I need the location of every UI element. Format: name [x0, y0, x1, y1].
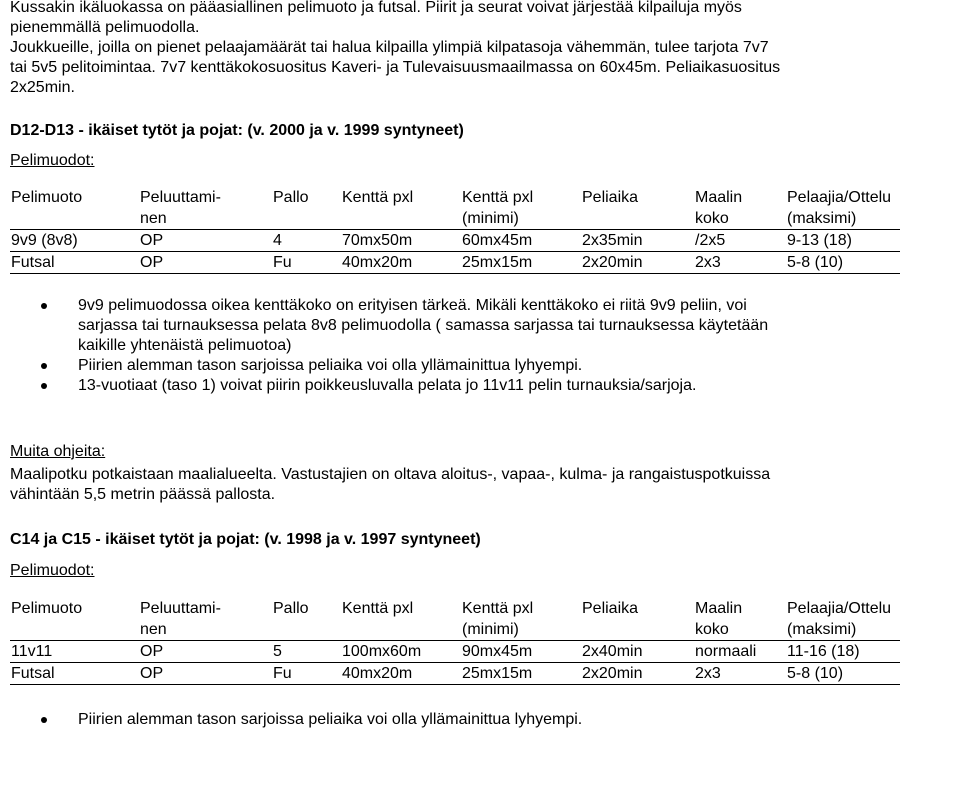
table-header-cell: Peluuttami- nen	[140, 189, 221, 227]
table-cell: 2x40min	[581, 641, 694, 663]
table-header-row	[10, 187, 900, 230]
table-cell: 5-8 (10)	[786, 663, 900, 685]
table-cell: 2x20min	[581, 252, 694, 274]
table-cell: 70mx50m	[341, 230, 461, 252]
table-cell: 2x3	[694, 252, 786, 274]
table-cell: 100mx60m	[341, 641, 461, 663]
table-cell: 11v11	[10, 641, 139, 663]
pelimuodot-table-d	[10, 187, 900, 274]
paragraph-line: Maalipotku potkaistaan maalialueelta. Vastustajien on oltava aloitus-, vapaa-, kulma- ja rangaistuspotkuissa	[10, 466, 771, 483]
notes-list-d	[10, 296, 955, 396]
table-cell: OP	[139, 230, 272, 252]
table-cell: 2x20min	[581, 663, 694, 685]
table-header-cell: Peliaika	[582, 189, 639, 206]
table-header-cell: Maalin koko	[695, 189, 743, 227]
intro-paragraph	[10, 0, 955, 98]
pelimuodot-table-c	[10, 598, 900, 685]
table-cell: /2x5	[694, 230, 786, 252]
table-cell: OP	[139, 663, 272, 685]
table-cell: Fu	[272, 252, 341, 274]
table-cell: 2x35min	[581, 230, 694, 252]
table-cell: 90mx45m	[461, 641, 581, 663]
table-cell: 9-13 (18)	[786, 230, 900, 252]
table-cell: 25mx15m	[461, 663, 581, 685]
notes-list-c	[10, 710, 955, 730]
muita-ohjeita-text	[10, 465, 955, 505]
table-cell: 40mx20m	[341, 663, 461, 685]
muita-ohjeita-subheading: Muita ohjeita:	[10, 443, 106, 460]
intro-line: pienemmällä pelimuodolla.	[10, 19, 200, 36]
table-header-cell: Pelimuoto	[11, 189, 83, 206]
intro-line: 2x25min.	[10, 79, 75, 96]
table-header-row	[10, 598, 900, 641]
table-cell: 2x3	[694, 663, 786, 685]
intro-line: Joukkueille, joilla on pienet pelaajamäärät tai halua kilpailla ylimpiä kilpatasoja vähemmän, tulee tarjota 7v7	[10, 39, 769, 56]
document-page	[10, 0, 955, 730]
table-cell: 40mx20m	[341, 252, 461, 274]
table-row	[10, 663, 900, 685]
table-header-cell: Pelaajia/Ottelu (maksimi)	[787, 600, 892, 638]
table-header-cell: Kenttä pxl (minimi)	[462, 189, 534, 227]
table-cell: normaali	[694, 641, 786, 663]
paragraph-line: vähintään 5,5 metrin päässä pallosta.	[10, 486, 276, 503]
pelimuodot-subheading: Pelimuodot:	[10, 152, 95, 169]
list-item: Piirien alemman tason sarjoissa peliaika voi olla yllämainittua lyhyempi.	[10, 356, 955, 376]
table-header-cell: Peliaika	[582, 600, 639, 617]
table-header-cell: Kenttä pxl	[342, 189, 414, 206]
list-item: 9v9 pelimuodossa oikea kenttäkoko on erityisen tärkeä. Mikäli kenttäkoko ei riitä 9v9 peliin, voi sarjassa tai turnauksessa pelata 8v8 pelimuodolla ( samassa sarjassa tai turnauksessa käytetään kaikille yhtenäistä pelimuotoa)	[10, 296, 955, 356]
table-cell: OP	[139, 641, 272, 663]
table-cell: Fu	[272, 663, 341, 685]
intro-line: tai 5v5 pelitoimintaa. 7v7 kenttäkokosuositus Kaveri- ja Tulevaisuusmaailmassa on 60x45m. Peliaikasuositus	[10, 59, 781, 76]
table-cell: OP	[139, 252, 272, 274]
table-cell: 5-8 (10)	[786, 252, 900, 274]
table-header-cell: Kenttä pxl (minimi)	[462, 600, 534, 638]
table-header-cell: Pallo	[273, 600, 309, 617]
table-cell: 9v9 (8v8)	[10, 230, 139, 252]
list-item: Piirien alemman tason sarjoissa peliaika voi olla yllämainittua lyhyempi.	[10, 710, 955, 730]
table-header-cell: Pelaajia/Ottelu (maksimi)	[787, 189, 892, 227]
table-cell: 25mx15m	[461, 252, 581, 274]
table-header-cell: Pallo	[273, 189, 309, 206]
pelimuodot-subheading: Pelimuodot:	[10, 562, 95, 579]
table-cell: 4	[272, 230, 341, 252]
table-row	[10, 252, 900, 274]
section-heading-d12-d13: D12-D13 - ikäiset tytöt ja pojat: (v. 2000 ja v. 1999 syntyneet)	[10, 122, 464, 139]
table-header-cell: Pelimuoto	[11, 600, 83, 617]
table-cell: 5	[272, 641, 341, 663]
table-cell: 11-16 (18)	[786, 641, 900, 663]
table-header-cell: Maalin koko	[695, 600, 743, 638]
table-row	[10, 641, 900, 663]
intro-line: Kussakin ikäluokassa on pääasiallinen pelimuoto ja futsal. Piirit ja seurat voivat järjestää kilpailuja myös	[10, 0, 742, 16]
list-item: 13-vuotiaat (taso 1) voivat piirin poikkeusluvalla pelata jo 11v11 pelin turnauksia/sarjoja.	[10, 376, 955, 396]
table-cell: Futsal	[10, 663, 139, 685]
table-header-cell: Peluuttami- nen	[140, 600, 221, 638]
table-row	[10, 230, 900, 252]
table-cell: Futsal	[10, 252, 139, 274]
table-header-cell: Kenttä pxl	[342, 600, 414, 617]
table-cell: 60mx45m	[461, 230, 581, 252]
section-heading-c14-c15: C14 ja C15 - ikäiset tytöt ja pojat: (v. 1998 ja v. 1997 syntyneet)	[10, 531, 481, 548]
